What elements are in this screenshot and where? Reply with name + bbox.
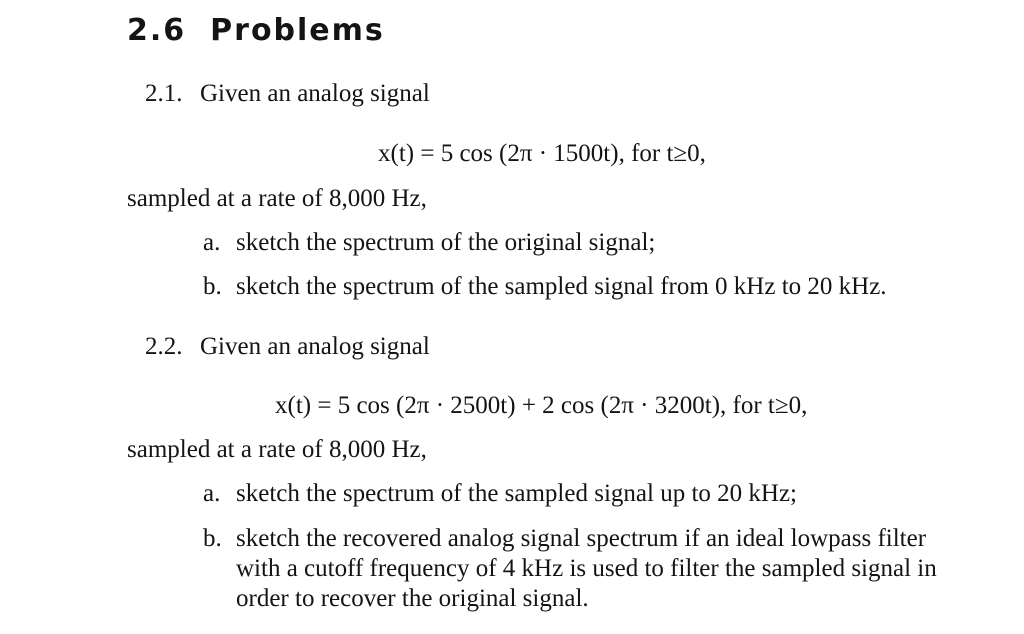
problem-intro-text: Given an analog signal — [200, 80, 430, 107]
problem-2-1-intro — [145, 79, 430, 109]
item-label: a. — [203, 229, 221, 256]
item-label: a. — [203, 480, 221, 507]
section-heading — [127, 12, 385, 50]
problem-2-2-intro — [145, 332, 430, 362]
problem-2-2-item-b-line-2: with a cutoff frequency of 4 kHz is used to filter the sampled signal in — [236, 555, 937, 582]
section-title: Problems — [210, 13, 385, 48]
item-text: sketch the spectrum of the sampled signal from 0 kHz to 20 kHz. — [236, 273, 887, 300]
problem-intro-text: Given an analog signal — [200, 333, 430, 360]
problem-2-1-item-a — [203, 228, 655, 258]
item-text: sketch the recovered analog signal spectrum if an ideal lowpass filter — [236, 525, 927, 552]
problem-2-2-equation: x(t) = 5 cos (2π · 2500t) + 2 cos (2π · 3200t), for t≥0, — [275, 392, 808, 419]
problem-2-2-item-b — [203, 524, 926, 554]
item-text: sketch the spectrum of the original signal; — [236, 229, 656, 256]
item-text: sketch the spectrum of the sampled signal up to 20 kHz; — [236, 480, 797, 507]
item-label: b. — [203, 273, 222, 300]
section-number: 2.6 — [127, 13, 187, 48]
problem-2-1-equation: x(t) = 5 cos (2π · 1500t), for t≥0, — [378, 140, 706, 167]
problem-2-2-item-a — [203, 479, 797, 509]
problem-2-2-item-b-line-3: order to recover the original signal. — [236, 585, 589, 612]
problem-2-2-sampling: sampled at a rate of 8,000 Hz, — [127, 436, 427, 463]
problem-2-1-sampling: sampled at a rate of 8,000 Hz, — [127, 185, 427, 212]
problem-number: 2.2. — [145, 333, 183, 360]
item-label: b. — [203, 525, 222, 552]
problem-number: 2.1. — [145, 80, 183, 107]
problem-2-1-item-b — [203, 272, 887, 302]
